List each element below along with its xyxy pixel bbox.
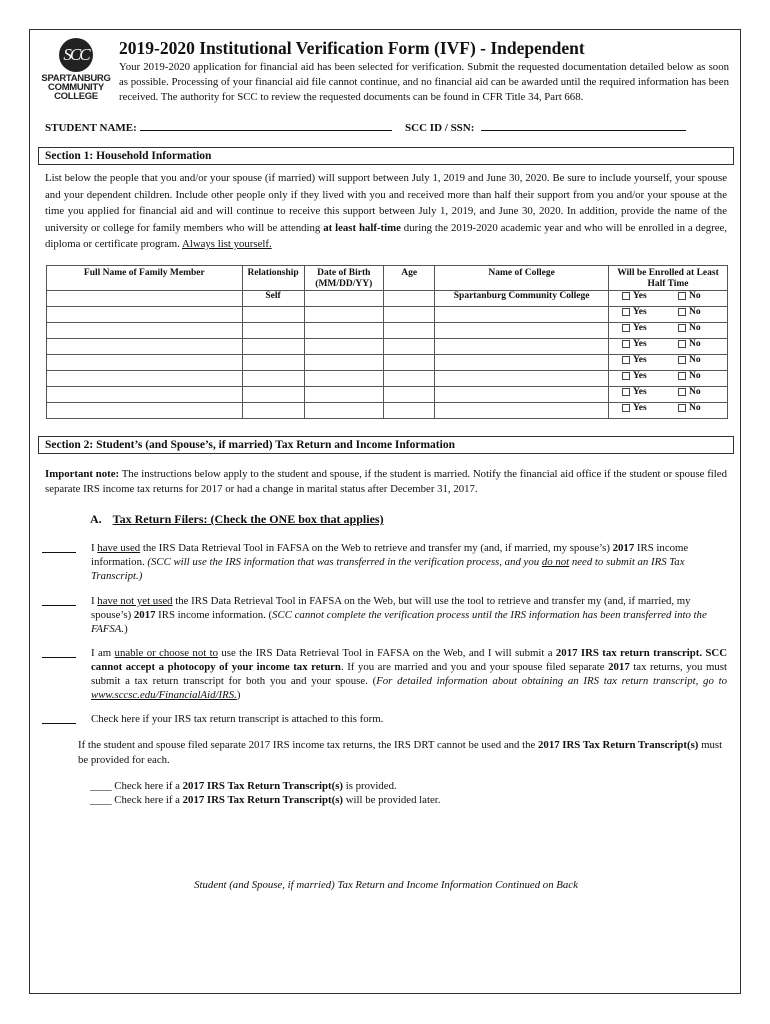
important-note-text: The instructions below apply to the student and spouse, if the student is married. Notify the financial aid office if the student or spouse filed separate IRS income tax returns for 2017 or had a change in marital status after December 31, 2017. <box>45 468 727 495</box>
scc-logo <box>40 38 112 101</box>
text: If the student and spouse filed separate 2017 IRS income tax returns, the IRS DRT cannot be used and the <box>78 739 539 751</box>
relationship-cell[interactable] <box>242 339 304 355</box>
text: IRS income information. ( <box>155 609 273 621</box>
college-cell[interactable] <box>435 371 609 387</box>
no-checkbox[interactable] <box>678 404 686 412</box>
dob-cell[interactable] <box>304 371 384 387</box>
irs-info-link[interactable]: www.sccsc.edu/FinancialAid/IRS. <box>91 689 237 701</box>
table-row <box>47 387 728 403</box>
yes-label: Yes <box>632 403 647 413</box>
column-header: Name of College <box>435 266 609 291</box>
no-label: No <box>688 371 701 381</box>
option-transcript-attached <box>91 712 727 726</box>
no-label: No <box>688 323 701 333</box>
logo-text-1: SPARTANBURG <box>41 73 111 84</box>
enrollment-cell <box>608 323 727 339</box>
section1-heading: Section 1: Household Information <box>38 147 734 165</box>
transcript-later-blank[interactable]: ____ <box>90 794 112 806</box>
section1-instructions <box>45 170 727 253</box>
family-name-cell[interactable] <box>47 291 243 307</box>
age-cell[interactable] <box>384 355 435 371</box>
text: have used <box>97 542 141 554</box>
relationship-cell[interactable] <box>242 403 304 419</box>
form-page <box>29 29 741 994</box>
family-name-cell[interactable] <box>47 355 243 371</box>
logo-text-2: COMMUNITY <box>48 82 104 93</box>
table-row <box>47 323 728 339</box>
age-cell[interactable] <box>384 403 435 419</box>
no-checkbox[interactable] <box>678 388 686 396</box>
no-label: No <box>688 355 701 365</box>
transcript-provided-check <box>90 779 397 793</box>
text: . If you are married and you and your spouse filed separate <box>340 661 609 673</box>
section1-text-bold: at least half-time <box>323 221 401 234</box>
form-title: 2019-2020 Institutional Verification Form (IVF) - Independent <box>119 38 585 58</box>
yes-label: Yes <box>632 387 647 397</box>
student-name-label: STUDENT NAME: <box>45 122 137 134</box>
no-checkbox[interactable] <box>678 324 686 332</box>
family-name-cell[interactable] <box>47 387 243 403</box>
yes-label: Yes <box>632 291 647 301</box>
college-cell[interactable] <box>435 323 609 339</box>
no-checkbox[interactable] <box>678 356 686 364</box>
text: 2017 <box>608 661 630 673</box>
text: ) <box>124 623 128 635</box>
student-info-row <box>45 120 686 134</box>
text: IRS income information. <box>91 542 689 568</box>
no-label: No <box>688 307 701 317</box>
section1-text-b: during the 2019-2020 academic year and who will be enrolled in a degree, diploma or certificate program. <box>45 221 728 250</box>
dob-cell[interactable] <box>304 387 384 403</box>
yes-checkbox[interactable] <box>622 292 630 300</box>
separate-returns-note <box>78 738 728 768</box>
text: must be provided for each. <box>78 739 723 766</box>
text: is provided. <box>343 780 397 792</box>
enrollment-cell <box>608 307 727 323</box>
intro-paragraph: Your 2019-2020 application for financial aid has been selected for verification. Submit the requested documentation detailed below as soon as possible. Processing of your financial aid file cannot continue, and no financial aid can be awarded until the required information has been received. The authority for SCC to review the requested documents can be found in CFR Title 34, Part 668. <box>119 61 729 103</box>
text: SCC cannot complete the verification process until the IRS information has been transferred into the FAFSA. <box>91 609 707 635</box>
college-cell[interactable] <box>435 403 609 419</box>
family-name-cell[interactable] <box>47 307 243 323</box>
dob-cell[interactable] <box>304 307 384 323</box>
transcript-later-check <box>90 793 440 807</box>
section1-text-underline: Always list yourself. <box>182 238 272 250</box>
section1-text-a: List below the people that you and/or your spouse (if married) will support between July 1, 2019 and June 30, 2020. Be sure to include yourself, your spouse and your dependent children. Include other people only if they lived with you and received more than half their support from you and/or your spouse at the time you applied for financial aid and will continue to receive this support between July 1, 2019, and June 30, 2020. In addition, provide the name of the university or college for family members who will be attending <box>45 172 727 234</box>
section2-heading: Section 2: Student’s (and Spouse’s, if married) Tax Return and Income Information <box>38 436 734 454</box>
age-cell[interactable] <box>384 387 435 403</box>
no-checkbox[interactable] <box>678 292 686 300</box>
relationship-cell[interactable] <box>242 371 304 387</box>
option-blank[interactable] <box>42 552 76 553</box>
relationship-cell[interactable] <box>242 387 304 403</box>
enrollment-cell <box>608 387 727 403</box>
transcript-provided-blank[interactable]: ____ <box>90 780 112 792</box>
scc-id-label: SCC ID / SSN: <box>405 122 475 134</box>
table-header-row <box>47 266 728 291</box>
family-name-cell[interactable] <box>47 323 243 339</box>
table-row <box>47 355 728 371</box>
relationship-cell[interactable]: Self <box>242 291 304 307</box>
enrollment-cell <box>608 371 727 387</box>
yes-label: Yes <box>632 371 647 381</box>
text: For detailed information about obtaining an IRS tax return transcript, go to <box>376 675 727 687</box>
text: 2017 IRS Tax Return Transcript(s) <box>182 780 344 792</box>
text: tax returns, you must submit a tax return transcript for both you and your spouse. ( <box>91 661 727 687</box>
no-label: No <box>688 387 701 397</box>
logo-text-3: COLLEGE <box>54 91 98 102</box>
relationship-cell[interactable] <box>242 323 304 339</box>
logo-mark: SCC <box>59 38 93 72</box>
scc-id-field[interactable] <box>481 120 686 131</box>
text: the IRS Data Retrieval Tool in FAFSA on the Web, but will use the tool to retrieve and transfer my (and, if married, my spouse’s) <box>91 595 691 621</box>
text: 2017 IRS Tax Return Transcript(s) <box>538 739 699 751</box>
family-name-cell[interactable] <box>47 403 243 419</box>
college-cell[interactable]: Spartanburg Community College <box>435 291 609 307</box>
text: 2017 IRS tax return transcript. SCC cannot accept a photocopy of your income tax return <box>91 647 728 673</box>
dob-cell[interactable] <box>304 339 384 355</box>
no-label: No <box>688 403 701 413</box>
text: do not <box>541 556 570 568</box>
college-cell[interactable] <box>435 339 609 355</box>
enrollment-cell <box>608 355 727 371</box>
age-cell[interactable] <box>384 371 435 387</box>
option-submit-transcript <box>91 646 727 702</box>
text: will be provided later. <box>343 794 441 806</box>
continued-footer: Student (and Spouse, if married) Tax Return and Income Information Continued on Back <box>194 879 578 891</box>
enrollment-cell <box>608 339 727 355</box>
yes-label: Yes <box>632 355 647 365</box>
text: ) <box>236 689 241 701</box>
important-note-label: Important note: <box>45 468 120 480</box>
text: have not yet used <box>97 595 173 607</box>
yes-label: Yes <box>632 307 647 317</box>
age-cell[interactable] <box>384 291 435 307</box>
dob-cell[interactable] <box>304 355 384 371</box>
no-checkbox[interactable] <box>678 340 686 348</box>
age-cell[interactable] <box>384 323 435 339</box>
no-checkbox[interactable] <box>678 308 686 316</box>
no-checkbox[interactable] <box>678 372 686 380</box>
yes-checkbox[interactable] <box>622 324 630 332</box>
yes-checkbox[interactable] <box>622 372 630 380</box>
yes-checkbox[interactable] <box>622 388 630 396</box>
subsection-a-heading <box>90 512 384 527</box>
yes-checkbox[interactable] <box>622 404 630 412</box>
text: Check here if a <box>111 794 183 806</box>
column-header: Age <box>384 266 435 291</box>
household-table <box>46 265 728 419</box>
column-header: Will be Enrolled at Least Half Time <box>608 266 727 291</box>
table-row <box>47 291 728 307</box>
table-row <box>47 339 728 355</box>
option-blank[interactable] <box>42 657 76 658</box>
text: use the IRS Data Retrieval Tool in FAFSA on the Web, and I will submit a <box>218 647 556 659</box>
college-cell[interactable] <box>435 355 609 371</box>
option-blank[interactable] <box>42 605 76 606</box>
subsection-title: Tax Return Filers: (Check the ONE box that applies) <box>112 512 384 526</box>
dob-cell[interactable] <box>304 403 384 419</box>
text: 2017 IRS Tax Return Transcript(s) <box>182 794 344 806</box>
dob-cell[interactable] <box>304 323 384 339</box>
text: need to submit an IRS Tax Transcript.) <box>91 556 685 582</box>
table-row <box>47 307 728 323</box>
yes-checkbox[interactable] <box>622 356 630 364</box>
text: I am <box>91 647 115 659</box>
subsection-letter: A. <box>90 512 102 526</box>
text: the IRS Data Retrieval Tool in FAFSA on the Web to retrieve and transfer my (and, if married, my spouse’s) <box>140 542 613 554</box>
text: 2017 <box>133 609 156 621</box>
family-name-cell[interactable] <box>47 339 243 355</box>
text: (SCC will use the IRS information that was transferred in the verification process, and you <box>147 556 542 568</box>
yes-label: Yes <box>632 323 647 333</box>
column-header: Relationship <box>242 266 304 291</box>
no-label: No <box>688 291 701 301</box>
yes-checkbox[interactable] <box>622 308 630 316</box>
text: Check here if your IRS tax return transcript is attached to this form. <box>91 713 384 725</box>
table-row <box>47 371 728 387</box>
age-cell[interactable] <box>384 339 435 355</box>
age-cell[interactable] <box>384 307 435 323</box>
text: 2017 <box>612 542 635 554</box>
text: I <box>91 542 98 554</box>
college-cell[interactable] <box>435 387 609 403</box>
yes-label: Yes <box>632 339 647 349</box>
enrollment-cell <box>608 291 727 307</box>
student-name-field[interactable] <box>140 120 392 131</box>
family-name-cell[interactable] <box>47 371 243 387</box>
option-blank[interactable] <box>42 723 76 724</box>
text: I <box>91 595 98 607</box>
text: unable or choose not to <box>114 647 218 659</box>
table-row <box>47 403 728 419</box>
option-not-yet-used-drt <box>91 594 727 636</box>
relationship-cell[interactable] <box>242 307 304 323</box>
column-header: Date of Birth (MM/DD/YY) <box>304 266 384 291</box>
relationship-cell[interactable] <box>242 355 304 371</box>
no-label: No <box>688 339 701 349</box>
important-note <box>45 467 727 497</box>
yes-checkbox[interactable] <box>622 340 630 348</box>
dob-cell[interactable] <box>304 291 384 307</box>
text: Check here if a <box>111 780 183 792</box>
option-used-drt <box>91 541 727 583</box>
college-cell[interactable] <box>435 307 609 323</box>
column-header: Full Name of Family Member <box>47 266 243 291</box>
enrollment-cell <box>608 403 727 419</box>
